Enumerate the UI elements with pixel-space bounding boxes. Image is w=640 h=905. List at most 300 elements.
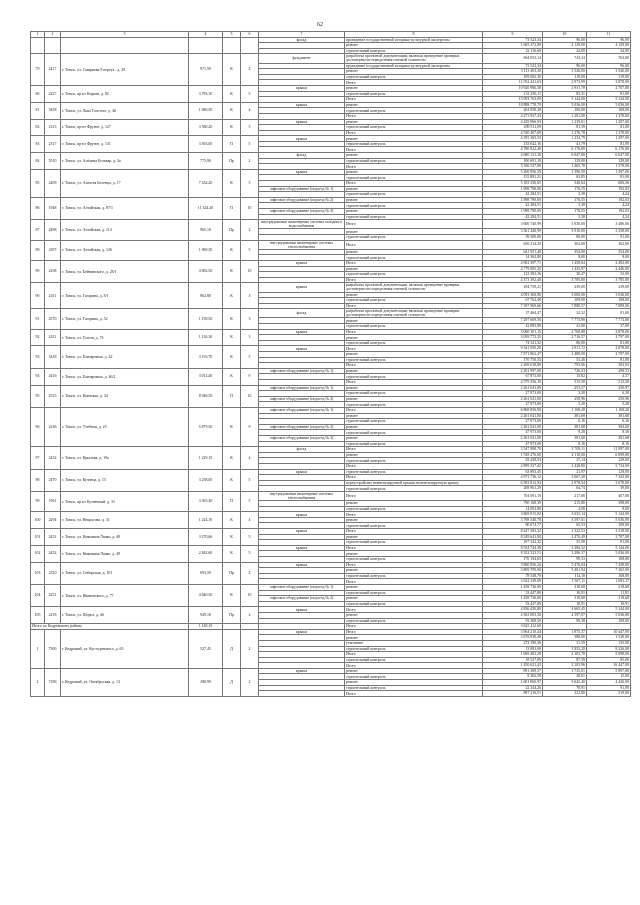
- work-type: Итого: [345, 303, 483, 309]
- cost-total: 6 583 812,94: [483, 480, 543, 486]
- house-floors: 5: [241, 169, 259, 197]
- cost-limit: 381,68: [587, 413, 631, 419]
- house-address: г. Томск, ул. Бейнинского, д. 28/1: [61, 260, 189, 282]
- cost-total: 22 116,60: [483, 48, 543, 54]
- column-number: 11: [587, 32, 631, 38]
- cost-per-sqm: 726,33: [543, 368, 587, 374]
- cost-per-sqm: 86,00: [543, 340, 587, 346]
- cost-limit: 303,03: [587, 363, 631, 369]
- work-type: строительный контроль: [345, 74, 483, 80]
- cost-limit: 4,24: [587, 203, 631, 209]
- cost-total: 63 893,45: [483, 469, 543, 475]
- cost-per-sqm: 176,55: [543, 197, 587, 203]
- house-floors: 10: [241, 385, 259, 407]
- cost-total: 1 669 482,28: [483, 652, 543, 658]
- structural-element: лифтовое оборудование (подъезд № 2): [259, 424, 345, 430]
- work-type: ремонт: [345, 534, 483, 540]
- cost-total: 3 022 339,00: [483, 579, 543, 585]
- house-class: К: [223, 329, 241, 346]
- house-code: 2427: [45, 85, 61, 102]
- cost-per-sqm: 28,01: [543, 674, 587, 680]
- row-number: 89: [31, 260, 45, 282]
- cost-total: 3 059 772,35: [483, 335, 543, 341]
- table-row: [31, 220, 631, 229]
- house-code: 2570: [45, 309, 61, 329]
- cost-limit: 298,53: [587, 368, 631, 374]
- cost-total: 7 871 862,47: [483, 352, 543, 358]
- cost-limit: 1 683,17: [587, 579, 631, 585]
- work-type: ремонт: [345, 551, 483, 557]
- house-area: 965,10: [189, 220, 223, 240]
- row-number: 81: [31, 102, 45, 119]
- row-number: 84: [31, 153, 45, 170]
- house-floors: 10: [241, 584, 259, 606]
- house-address: г. Томск, ул. Учебная, д. 25: [61, 407, 189, 446]
- work-type: Итого: [345, 562, 483, 568]
- house-area: 3 193,70: [189, 346, 223, 368]
- cost-per-sqm: 96,00: [543, 63, 587, 69]
- work-type: строительный контроль: [345, 523, 483, 529]
- cost-per-sqm: 2 709,11: [543, 447, 587, 453]
- cost-limit: 81,00: [587, 91, 631, 97]
- house-area: 775,90: [189, 153, 223, 170]
- work-type: строительный контроль: [345, 419, 483, 425]
- row-number: 99: [31, 491, 45, 511]
- cost-total: 123 392,36: [483, 272, 543, 278]
- cost-total: 5 183 336,65: [483, 181, 543, 187]
- cost-limit: 8,16: [587, 441, 631, 447]
- cost-per-sqm: 30,47: [543, 272, 587, 278]
- cost-per-sqm: 109,00: [543, 298, 587, 304]
- cost-per-sqm: 7 773,90: [543, 318, 587, 324]
- cost-per-sqm: 6 047,00: [543, 153, 587, 159]
- work-type: Итого: [345, 447, 483, 453]
- house-address: г. Томск, ул. Алексея Беленца, д. 17: [61, 169, 189, 197]
- cost-per-sqm: 2 103,78: [543, 652, 587, 658]
- cost-per-sqm: 31,59: [543, 640, 587, 646]
- work-type: Итого: [345, 181, 483, 187]
- cost-limit: 81,00: [587, 125, 631, 131]
- cost-total: 694 053,14: [483, 54, 543, 63]
- house-code: 2417: [45, 54, 61, 86]
- cost-per-sqm: 10,91: [543, 601, 587, 607]
- cost-total: 3 798 540,78: [483, 517, 543, 523]
- cost-limit: 3 486,00: [587, 220, 631, 229]
- house-address: г. Томск, пр-кт Кузнечный, д. 31: [61, 491, 189, 511]
- structural-element: фасад: [259, 153, 345, 159]
- cost-per-sqm: 6,16: [543, 419, 587, 425]
- cost-total: 53 447,80: [483, 601, 543, 607]
- cost-limit: 16 447,00: [587, 663, 631, 669]
- cost-limit: 4,24: [587, 214, 631, 220]
- cost-per-sqm: 1 276,78: [543, 130, 587, 136]
- cost-total: 4 373 392,40: [483, 277, 543, 283]
- cost-per-sqm: 2 768,88: [543, 329, 587, 335]
- work-type: ремонт: [345, 680, 483, 686]
- work-type: ремонт: [345, 119, 483, 125]
- row-number: 105: [31, 607, 45, 624]
- cost-total: 27 973,00: [483, 391, 543, 397]
- work-type: ремонт: [345, 424, 483, 430]
- house-area: 971,50: [189, 54, 223, 86]
- work-type: строительный контроль: [345, 141, 483, 147]
- cost-per-sqm: 32,32: [543, 309, 587, 318]
- house-address: г. Томск, ул. Крылова, д. 10а: [61, 447, 189, 469]
- cost-total: 47 973,00: [483, 430, 543, 436]
- cost-limit: 5 144,00: [587, 545, 631, 551]
- house-class: П: [223, 197, 241, 219]
- column-number: 4: [189, 32, 223, 38]
- work-type: Итого: [345, 380, 483, 386]
- column-number: 9: [483, 32, 543, 38]
- work-type: ремонт: [345, 197, 483, 203]
- cost-per-sqm: 1 239,61: [543, 119, 587, 125]
- house-area: 1 224,10: [189, 512, 223, 529]
- cost-total: 67 762,40: [483, 298, 543, 304]
- cost-total: 2 269 618,80: [483, 363, 543, 369]
- cost-per-sqm: 83,31: [543, 91, 587, 97]
- work-type: строительный контроль: [345, 203, 483, 209]
- cost-total: 4 780 822,40: [483, 147, 543, 153]
- work-type: Итого: [345, 80, 483, 86]
- cost-total: 1 998 790,00: [483, 197, 543, 203]
- cost-per-sqm: 3 540,00: [543, 69, 587, 75]
- house-class: К: [223, 469, 241, 491]
- cost-per-sqm: 322,80: [543, 691, 587, 697]
- house-area: 1 680,50: [189, 102, 223, 119]
- cost-total: 170 750,53: [483, 357, 543, 363]
- cost-total: 22 344,26: [483, 685, 543, 691]
- work-type: строительный контроль: [345, 557, 483, 563]
- cost-per-sqm: 1 234,79: [543, 136, 587, 142]
- structural-element: лифтовое оборудование (подъезд № 1): [259, 407, 345, 413]
- cost-limit: 1 297,00: [587, 169, 631, 175]
- cost-limit: 8 326,00: [587, 646, 631, 652]
- work-type: разработка проектной документации, включая проведение проверки достоверности определения сметной стоимости: [345, 283, 483, 292]
- house-code: 2416: [45, 368, 61, 385]
- cost-per-sqm: 3 067,28: [543, 475, 587, 481]
- cost-per-sqm: 176,55: [543, 186, 587, 192]
- row-number: 97: [31, 447, 45, 469]
- cost-limit: 250,96: [587, 396, 631, 402]
- row-number: 95: [31, 385, 45, 407]
- work-type: ремонт: [345, 249, 483, 255]
- cost-total: 4 972 736,12: [483, 475, 543, 481]
- work-type: Итого: [345, 691, 483, 697]
- work-type: ремонт: [345, 335, 483, 341]
- cost-total: 3 547 908,70: [483, 447, 543, 453]
- structural-element: лифтовое оборудование (подъезд № 3): [259, 209, 345, 215]
- cost-per-sqm: 3 930,00: [543, 220, 587, 229]
- house-class: К: [223, 85, 241, 102]
- structural-element: крыша: [259, 469, 345, 475]
- house-class: К: [223, 346, 241, 368]
- cost-per-sqm: 7 888,57: [543, 303, 587, 309]
- cost-limit: 81,00: [587, 309, 631, 318]
- cost-per-sqm: 4,00: [543, 506, 587, 512]
- cost-limit: 91,00: [587, 234, 631, 240]
- cost-total: 37 464,47: [483, 309, 543, 318]
- cost-limit: 7 889,00: [587, 303, 631, 309]
- cost-per-sqm: 4 597,07: [543, 612, 587, 618]
- work-type: ремонт: [345, 396, 483, 402]
- work-type: строительный контроль: [345, 175, 483, 181]
- cost-limit: 6,38: [587, 391, 631, 397]
- cost-total: 1 458 736,00: [483, 584, 543, 590]
- house-class: К: [223, 309, 241, 329]
- cost-total: 3 625 412,60: [483, 624, 543, 630]
- house-address: г. Томск, ул. Некрасова, д. 31: [61, 512, 189, 529]
- house-address: г. Томск, пр-кт Фрунзе, д. 131: [61, 136, 189, 153]
- cost-per-sqm: 53,46: [543, 357, 587, 363]
- cost-limit: 5 036,00: [587, 102, 631, 108]
- cost-limit: 7 343,00: [587, 475, 631, 481]
- cost-total: 204 958,38: [483, 108, 543, 114]
- work-type: ремонт: [345, 153, 483, 159]
- work-type: Итого: [345, 164, 483, 170]
- cost-limit: 7 302,00: [587, 568, 631, 574]
- house-area: 527,45: [189, 629, 223, 668]
- row-number: 98: [31, 469, 45, 491]
- work-type: ремонт: [345, 596, 483, 602]
- column-number: 2: [45, 32, 61, 38]
- cost-total: 1 450 621,43: [483, 663, 543, 669]
- work-type: Итого: [345, 147, 483, 153]
- house-class: К: [223, 260, 241, 282]
- cost-per-sqm: 2 426,00: [543, 463, 587, 469]
- table-row: [31, 491, 631, 500]
- row-number: 91: [31, 309, 45, 329]
- work-type: Итого: [345, 220, 483, 229]
- cost-total: 27 973,00: [483, 402, 543, 408]
- structural-element: внутридомовые инженерные системы холодного водоснабжения: [259, 220, 345, 229]
- work-type: строительный контроль: [345, 469, 483, 475]
- work-type: ремонт: [345, 413, 483, 419]
- cost-per-sqm: 2 931,78: [543, 85, 587, 91]
- column-number: 8: [345, 32, 483, 38]
- cost-per-sqm: 3 597,61: [543, 517, 587, 523]
- row-number: 96: [31, 407, 45, 446]
- house-area: 11 324,20: [189, 197, 223, 219]
- cost-per-sqm: 3 785,00: [543, 277, 587, 283]
- cost-per-sqm: 2 522,53: [543, 529, 587, 535]
- cost-per-sqm: 99,38: [543, 618, 587, 624]
- structural-element: крыша: [259, 346, 345, 352]
- house-floors: 2: [241, 668, 259, 696]
- house-area: 2 842,60: [189, 545, 223, 562]
- cost-per-sqm: 2 470,49: [543, 534, 587, 540]
- house-area: 3 363,40: [189, 491, 223, 511]
- cost-total: 15 093 763,00: [483, 97, 543, 103]
- structural-element: лифтовое оборудование (подъезд № 1): [259, 186, 345, 192]
- row-number: 103: [31, 562, 45, 584]
- cost-per-sqm: 1 168,20: [543, 407, 587, 413]
- structural-element: фасад: [259, 309, 345, 318]
- cost-total: 7 597 969,66: [483, 303, 543, 309]
- subtotal-area: 1 149,10: [189, 624, 223, 630]
- house-area: 3 783,10: [189, 85, 223, 102]
- house-address: г. Томск, ул. Елизаровых, д. 46/2: [61, 368, 189, 385]
- house-class: К: [223, 102, 241, 119]
- house-floors: 5: [241, 469, 259, 491]
- house-code: 2251: [45, 584, 61, 606]
- column-number: 1: [31, 32, 45, 38]
- house-code: 2313: [45, 119, 61, 136]
- structural-element: лифтовое оборудование (подъезд № 2): [259, 197, 345, 203]
- cost-limit: 5 144,00: [587, 512, 631, 518]
- cost-total: 3 600 740,99: [483, 220, 543, 229]
- cost-per-sqm: 1 853,20: [543, 646, 587, 652]
- cost-per-sqm: 1 396,50: [543, 169, 587, 175]
- cost-limit: 15,00: [587, 674, 631, 680]
- house-floors: 2: [241, 607, 259, 624]
- house-address: г. Томск, ул. Елизаровых, д. 42: [61, 346, 189, 368]
- house-address: г. Томск, ул. Гоголя, д. 74: [61, 329, 189, 346]
- work-type: ремонт: [345, 136, 483, 142]
- cost-total: 80 074,77: [483, 523, 543, 529]
- cost-per-sqm: 5 476,04: [543, 562, 587, 568]
- work-type: Итого: [345, 113, 483, 119]
- cost-per-sqm: 540,64: [543, 181, 587, 187]
- cost-per-sqm: 53,98: [543, 540, 587, 546]
- house-code: 2452: [45, 545, 61, 562]
- cost-total: 27 973,00: [483, 419, 543, 425]
- work-type: строительный контроль: [345, 125, 483, 131]
- house-code: 5458: [45, 102, 61, 119]
- cost-per-sqm: 3 286,37: [543, 551, 587, 557]
- row-number: 88: [31, 240, 45, 260]
- cost-per-sqm: 3 384,32: [543, 545, 587, 551]
- house-class: Пр: [223, 607, 241, 624]
- house-address: г. Томск, пр-кт Кирова, д. 82: [61, 85, 189, 102]
- row-number: 101: [31, 529, 45, 546]
- cost-total: 100 691,10: [483, 158, 543, 164]
- house-area: 1 969,30: [189, 240, 223, 260]
- cost-total: 135 042,16: [483, 141, 543, 147]
- cost-limit: 4,57: [587, 374, 631, 380]
- cost-limit: 168,00: [587, 573, 631, 579]
- cost-total: 7 297 609,50: [483, 318, 543, 324]
- work-type: строительный контроль: [345, 340, 483, 346]
- cost-limit: 3 878,00: [587, 80, 631, 86]
- work-type: ремонт: [345, 292, 483, 298]
- work-type: ремонт: [345, 102, 483, 108]
- work-type: строительный контроль: [345, 298, 483, 304]
- cost-limit: 4,24: [587, 192, 631, 198]
- cost-total: 4 429 966,93: [483, 119, 543, 125]
- cost-limit: 5,28: [587, 402, 631, 408]
- row-number: 90: [31, 283, 45, 309]
- cost-limit: 381,68: [587, 435, 631, 441]
- cost-total: 3 060 101,15: [483, 329, 543, 335]
- work-type: Итого: [345, 130, 483, 136]
- house-class: Пр: [223, 220, 241, 240]
- cost-per-sqm: 381,68: [543, 424, 587, 430]
- cost-total: 4 473 937,43: [483, 113, 543, 119]
- house-area: 3 258,00: [189, 469, 223, 491]
- cost-per-sqm: 5 401,94: [543, 568, 587, 574]
- structural-element: крыша: [259, 545, 345, 551]
- house-class: Д: [223, 668, 241, 696]
- cost-limit: 81,00: [587, 340, 631, 346]
- work-type: ремонт: [345, 229, 483, 235]
- cost-per-sqm: 3 000,00: [543, 292, 587, 298]
- structural-element: крыша: [259, 629, 345, 635]
- cost-per-sqm: 8,16: [543, 441, 587, 447]
- row-number: 93: [31, 346, 45, 368]
- structural-element: внутридомовые инженерные системы теплоснабжения: [259, 240, 345, 249]
- cost-limit: 5 036,00: [587, 551, 631, 557]
- cost-limit: 606,36: [587, 181, 631, 187]
- work-type: Итого: [345, 579, 483, 585]
- cost-per-sqm: 2 488,00: [543, 352, 587, 358]
- work-type: строительный контроль: [345, 192, 483, 198]
- row-number: 100: [31, 512, 45, 529]
- cost-total: 1 458 736,00: [483, 596, 543, 602]
- cost-per-sqm: 239,00: [543, 283, 587, 292]
- cost-per-sqm: 1 567,11: [543, 579, 587, 585]
- cost-per-sqm: 15,82: [543, 374, 587, 380]
- cost-limit: 2 878,00: [587, 329, 631, 335]
- cost-total: 4 680 131,30: [483, 153, 543, 159]
- cost-per-sqm: 1 458,64: [543, 260, 587, 266]
- cost-per-sqm: 3,20: [543, 391, 587, 397]
- cost-per-sqm: 2 811,72: [543, 346, 587, 352]
- cost-limit: 8,00: [587, 255, 631, 261]
- house-floors: 10: [241, 260, 259, 282]
- cost-per-sqm: 3,38: [543, 214, 587, 220]
- work-type: ремонт: [345, 584, 483, 590]
- cost-limit: 108,00: [587, 108, 631, 114]
- cost-limit: 2 878,00: [587, 346, 631, 352]
- cost-per-sqm: 5 036,00: [543, 102, 587, 108]
- cost-limit: 3 036,00: [587, 292, 631, 298]
- cost-limit: 1 297,00: [587, 136, 631, 142]
- cost-per-sqm: 381,68: [543, 435, 587, 441]
- house-class: Пр: [223, 153, 241, 170]
- cost-limit: 5 098,00: [587, 652, 631, 658]
- work-type: Итого: [345, 97, 483, 103]
- house-area: 1 158,50: [189, 309, 223, 329]
- cost-per-sqm: 78,91: [543, 685, 587, 691]
- cost-limit: 239,00: [587, 283, 631, 292]
- cost-total: 8 365,58: [483, 674, 543, 680]
- table-row: [31, 368, 631, 374]
- cost-limit: 3 785,00: [587, 277, 631, 283]
- cost-total: 42 284,51: [483, 203, 543, 209]
- cost-limit: 108,00: [587, 557, 631, 563]
- house-area: 693,50: [189, 562, 223, 584]
- structural-element: крыша: [259, 607, 345, 613]
- house-code: 2470: [45, 469, 61, 491]
- cost-limit: 2 797,00: [587, 335, 631, 341]
- cost-total: 18 888 778,70: [483, 102, 543, 108]
- house-floors: 5: [241, 529, 259, 546]
- house-class: К: [223, 529, 241, 546]
- house-code: 2432: [45, 447, 61, 469]
- house-class: К: [223, 54, 241, 86]
- house-class: [223, 37, 241, 54]
- work-type: строительный контроль: [345, 573, 483, 579]
- work-type: строительный контроль: [345, 601, 483, 607]
- cost-total: 656 314,20: [483, 240, 543, 249]
- cost-limit: 8,16: [587, 430, 631, 436]
- house-floors: 5: [241, 491, 259, 511]
- work-type: Итого: [345, 463, 483, 469]
- house-address: г. Томск, ул. Льва Толстого, д. 46: [61, 102, 189, 119]
- house-code: 2238: [45, 260, 61, 282]
- work-type: Итого: [345, 240, 483, 249]
